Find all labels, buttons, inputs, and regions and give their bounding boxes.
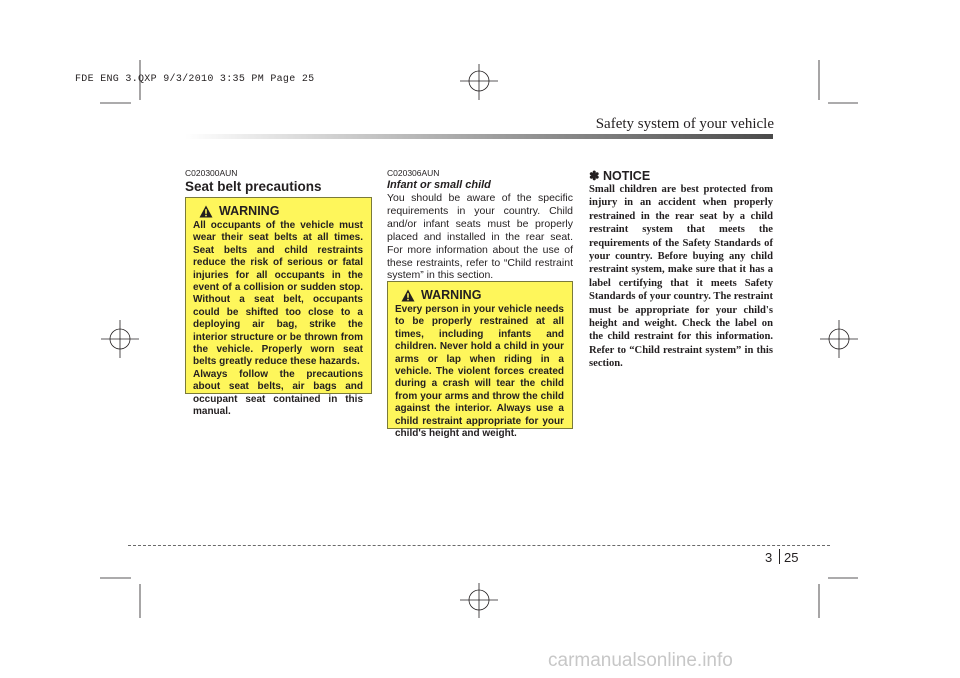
page-number-separator [779,549,780,564]
registration-target-bottom [460,583,498,618]
warning-title [401,288,564,302]
watermark: carmanualsonline.info [548,650,733,671]
warning-box [387,281,573,440]
registration-target-left [101,320,139,358]
warning-title-text: WARNING [421,288,482,302]
section-body: You should be aware of the specific requirements in your country. Child and/or infant seats must be properly placed and installed in the rear seat. For more information about the use of these restraints, refer to “Child restraint system” in this section. [387,192,573,282]
section-heading: Seat belt precautions [185,179,322,194]
warning-text: Every person in your vehicle needs to be properly restrained at all times, including infants and children. Never hold a child in your arms or lap when riding in a vehicle. The violent forces created during a crash will tear the child from your arms and throw the child against the interior. Always use a child restraint appropriate for your child's height and weight. [395,304,564,440]
registration-target-top [460,64,498,100]
print-slug: FDE ENG 3.QXP 9/3/2010 3:35 PM Page 25 [75,74,315,85]
warning-triangle-icon [401,289,415,302]
warning-text: Always follow the precautions about seat belts, air bags and occupant seat contained in this manual. [193,368,363,418]
warning-title-text: WARNING [219,204,280,218]
section-code: C020300AUN [185,168,238,178]
warning-box [185,197,372,418]
warning-text: All occupants of the vehicle must wear their seat belts at all times. Seat belts and child restraints reduce the risk of serious or fatal injuries for all occupants in the event of a collision or sudden stop. Without a seat belt, occupants could be shifted too close to a deploying air bag, strike the interior structure or be thrown from the vehicle. Properly worn seat belts greatly reduce these hazards. [193,220,363,368]
chapter-number: 3 [765,550,773,565]
section-subheading: Infant or small child [387,179,491,191]
notice-body: Small children are best protected from injury in an accident when properly restrained in the rear seat by a child restraint system that meets the requirements of the Safety Standards of your country. Before buying any child restraint system, make sure that it has a label certifying that it meets Safety Standards of your country. The restraint must be appropriate for your child's height and weight. Check the label on the child restraint for this information. Refer to “Child restraint system” in this section. [589,184,773,370]
header-rule [185,134,773,139]
registration-target-right [820,320,858,358]
footer-rule [128,545,830,546]
page-number: 25 [784,550,799,565]
section-code: C020306AUN [387,168,440,178]
warning-title [199,204,363,218]
page-header-title: Safety system of your vehicle [595,116,774,132]
notice-title: ✽ NOTICE [589,169,651,183]
warning-triangle-icon [199,205,213,218]
